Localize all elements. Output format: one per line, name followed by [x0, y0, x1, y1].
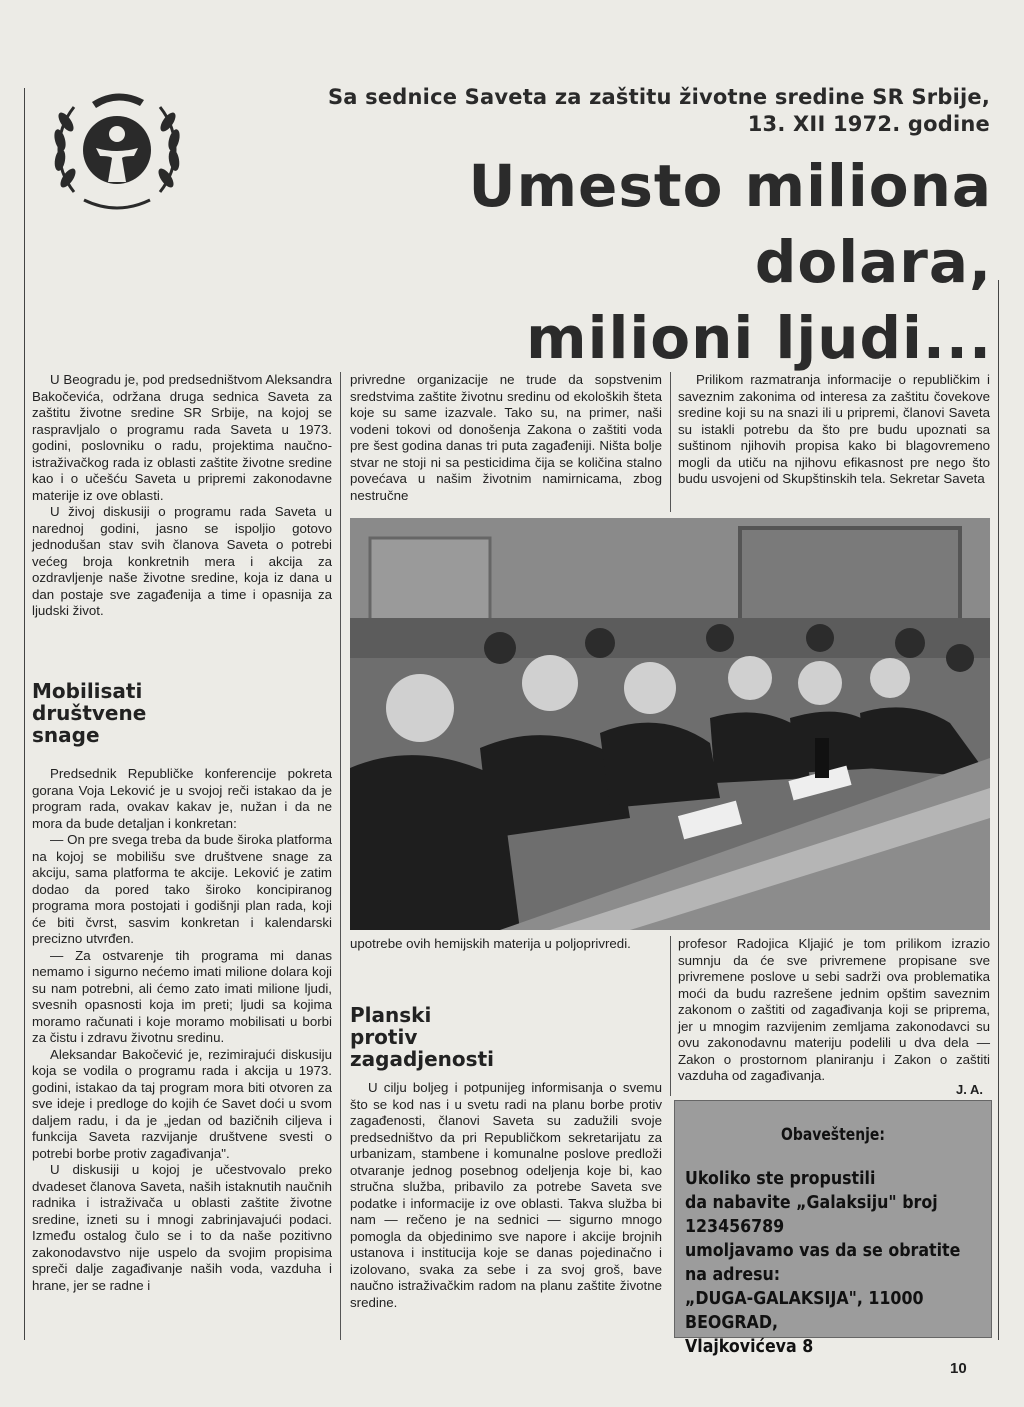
- page-border-right: [998, 280, 999, 1340]
- subheading-planski: [350, 1004, 662, 1070]
- column-3-top: [678, 372, 990, 488]
- column-1-bottom: [32, 766, 332, 1294]
- paragraph: upotrebe ovih hemijskih materija u poljoprivredi.: [350, 936, 631, 951]
- subheading-line: protiv: [350, 1025, 418, 1049]
- paragraph: Aleksandar Bakočević je, rezimirajući diskusiju koja se vodila o programu rada i akcija u 1973. godini, istakao da taj program mora biti otvoren za sve ideje i predloge do kojih će Savet doći u svom daljem radu, i da je „jedan od bazičnih ciljeva i funkcija Saveta razvijanje društvene svesti o potrebi borbe protiv zagađivanja".: [32, 1046, 332, 1161]
- subheading-line: snage: [32, 723, 100, 747]
- paragraph: Prilikom razmatranja informacije o republičkim i saveznim zakonima od interesa za zaštitu čovekove sredine koji su na snazi ili u pripremi, članovi Saveta su istakli potrebu da što pre budu upoznati sa suštinom njihovih propisa kako bi blagovremeno mogli da utiču na njihovu efikasnost pre nego što budu usvojeni od Skupštinskih tela. Sekretar Saveta: [678, 372, 990, 486]
- headline-line-2: milioni ljudi...: [526, 304, 992, 372]
- column-rule-2-top: [670, 372, 671, 512]
- unep-laurel-globe-icon: [44, 82, 190, 218]
- kicker-line-2: 13. XII 1972. godine: [747, 112, 990, 136]
- column-2-bottom-intro: [350, 936, 662, 953]
- paragraph: U Beogradu je, pod predsedništvom Aleksandra Bakočevića, održana druga sednica Saveta za zaštitu životne sredine SR Srbije, na kojoj se raspravljalo o programu rada Saveta u 1973. godini, poslovniku o radu, projektima naučno-istraživačkog rada iz oblasti zaštite životne sredine kao i o učešću Saveta u pripremi zakonodavne materije iz ove oblasti.: [32, 372, 332, 503]
- author-signature: J. A.: [956, 1082, 983, 1097]
- meeting-photo: [350, 518, 990, 930]
- notice-body: [685, 1167, 975, 1359]
- subheading-mobilisati: [32, 680, 332, 746]
- paragraph: privredne organizacije ne trude da sopstvenim sredstvima zaštite životnu sredinu od ekoloških šteta koje su same izazvale. Tako su, na primer, naši vodeni tokovi od donošenja Zakona o zaštiti voda pre šest godina danas tri puta zagađeniji. Ništa bolje stvar ne stoji ni sa pesticidima čija se količina stalno povećava u našim životnim namirnicama, zbog nestručne: [350, 372, 662, 503]
- subheading-line: zagadjenosti: [350, 1047, 494, 1071]
- paragraph: Predsednik Republičke konferencije pokreta gorana Voja Leković je u svojoj reči istakao da je program rada, ovakav kakav je, nužan i da ne mora da bude detaljan i konkretan:: [32, 766, 332, 831]
- notice-line: „DUGA-GALAKSIJA", 11000 BEOGRAD,: [685, 1288, 924, 1333]
- notice-line: Vlajkovićeva 8: [685, 1336, 814, 1357]
- column-1-top: [32, 372, 332, 620]
- headline-line-1: Umesto miliona dolara,: [468, 152, 992, 296]
- column-rule-1: [340, 372, 341, 1340]
- page-number: 10: [950, 1360, 967, 1377]
- subheading-line: Mobilisati: [32, 679, 143, 703]
- column-rule-2-bottom: [670, 936, 671, 1096]
- notice-line: da nabavite „Galaksiju" broj 123456789: [685, 1192, 938, 1237]
- subheading-line: društvene: [32, 701, 147, 725]
- column-2-top: [350, 372, 662, 504]
- notice-box: [674, 1100, 992, 1357]
- paragraph: U cilju boljeg i potpunijeg informisanja o svemu što se kod nas i u svetu radi na planu borbe protiv zagađenosti, članovi Saveta su zadužili svoje predsedništvo da pri Republičkom sekretarijatu za urbanizam, stambene i komunalne poslove predloži otvaranje jednog posebnog odeljenja koje bi, kao stručna služba, pribavilo za potrebe Saveta sve podatke i informacije iz ove oblasti. Takva služba bi nam — rečeno je na sednici — sigurno mnogo pomogla da objedinimo sve napore i akcije brojnih ustanova i institucija koje se danas pojedinačno i izolovano, svaka za sebe i za svoj groš, bave naučno istraživačkim radom na planu zaštite životne sredine.: [350, 1080, 662, 1310]
- paragraph: — Za ostvarenje tih programa mi danas nemamo i sigurno nećemo imati milione dolara koji su nam potrebni, ali ćemo zato imati milione ljudi, svesnih opasnosti koja im preti; ljudi sa kojima moramo računati i koje moramo mobilisati u borbi za čistu i zdravu životnu sredinu.: [32, 947, 332, 1045]
- paragraph: U živoj diskusiji o programu rada Saveta u narednoj godini, jasno se ispoljio gotovo jednodušan stav svih članova Saveta o potrebi većeg broja konkretnih mera i akcija za ozdravljenje naše životne sredine, koja iz dana u dan postaje sve zagađenija a time i opasnija za ljudski život.: [32, 504, 332, 618]
- notice-title: Obaveštenje:: [781, 1125, 885, 1145]
- page-border-left: [24, 88, 25, 1340]
- paragraph: U diskusiji u kojoj je učestvovalo preko dvadeset članova Saveta, naših istaknutih naučnih radnika i istraživača u oblasti zaštite životne sredine, izneti su i mnogi zabrinjavajući podaci. Između ostalog čulo se i to da naše pozitivno zakonodavstvo nije uspelo da svojim propisima spreči dalje zagađivanje naših voda, vazduha i hrane, jer se radne i: [32, 1162, 332, 1293]
- kicker-line-1: Sa sednice Saveta za zaštitu životne sredine SR Srbije,: [327, 85, 990, 109]
- column-2-bottom: [350, 1080, 662, 1311]
- column-3-bottom: [678, 936, 990, 1085]
- notice-line: Ukoliko ste propustili: [685, 1168, 876, 1189]
- notice-line: umoljavamo vas da se obratite na adresu:: [685, 1240, 961, 1285]
- article-kicker: [300, 84, 990, 138]
- subheading-line: Planski: [350, 1003, 432, 1027]
- article-headline: [220, 148, 992, 376]
- paragraph: profesor Radojica Kljajić je tom prilikom izrazio sumnju da će sve privremene propisane sve privremene poslove u sebi sadrži ova problematika moći da budu razrešene jednim opštim saveznim zakonom o zaštiti od zagađivanja koji se priprema, jer u mnogim razvijenim zemljama zakonodavci su ovu zakonodavnu materiju podelili u dva dela — Zakon o prostornom planiranju i Zakon o zaštiti vazduha od zagađivanja.: [678, 936, 990, 1083]
- paragraph: — On pre svega treba da bude široka platforma na kojoj se mobilišu sve društvene snage za akciju, sama platforma te akcije. Leković je zatim dodao da pored tako široko koncipiranog programa mora postojati i godišnji plan rada, koji će biti čvrst, sasvim konkretan i kalendarski precizno utvrđen.: [32, 832, 332, 946]
